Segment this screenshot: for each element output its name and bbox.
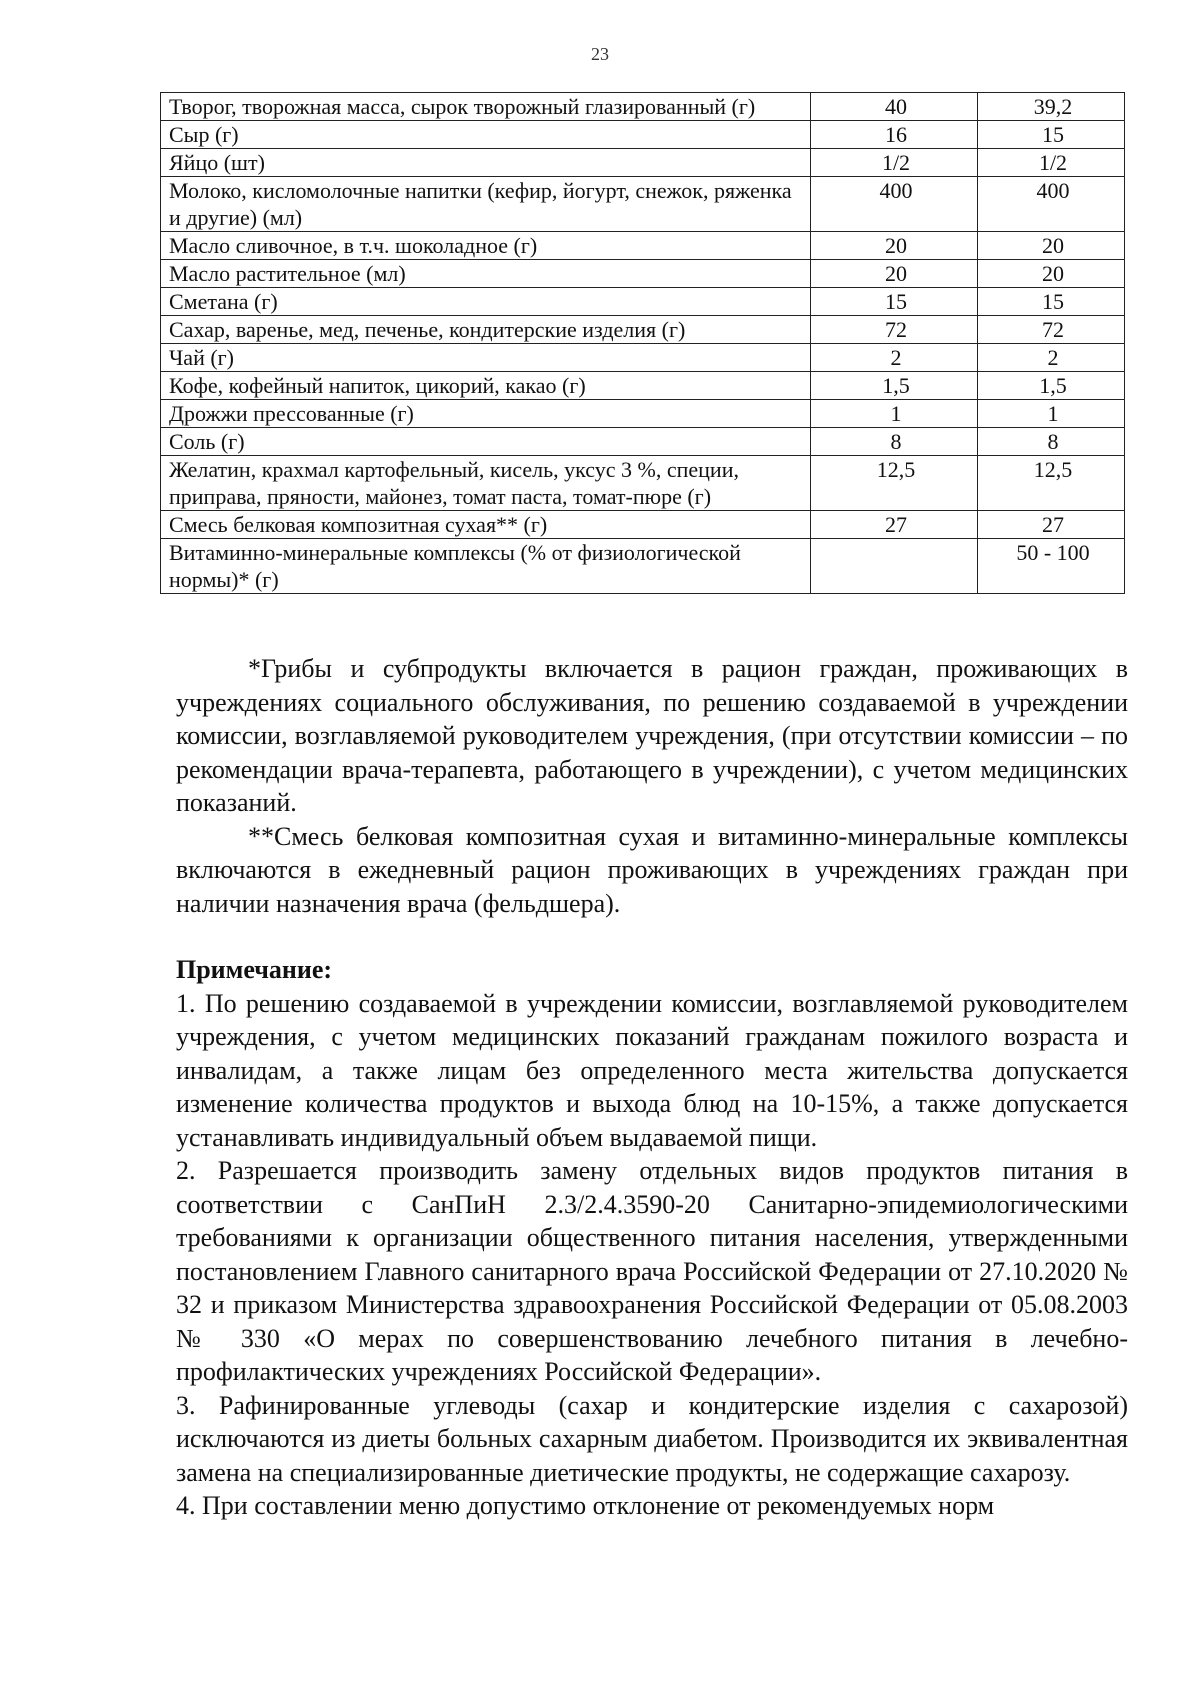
norm-value-alt-cell: 20 — [978, 260, 1125, 288]
norm-value-cell: 16 — [811, 121, 978, 149]
norm-value-cell: 72 — [811, 316, 978, 344]
page-number: 23 — [591, 44, 609, 64]
note-item-2: 2. Разрешается производить замену отдельных видов продуктов питания в соответствии с СанПиН 2.3/2.4.3590-20 Санитарно-эпидемиологическими требованиями к организации общественного питания населения, утвержденными постановлением Главного санитарного врача Российской Федерации от 27.10.2020 № 32 и приказом Министерства здравоохранения Российской Федерации от 05.08.2003 № 330 «О мерах по совершенствованию лечебного питания в лечебно-профилактических учреждениях Российской Федерации». — [176, 1156, 1128, 1386]
product-name-cell: Сметана (г) — [161, 288, 811, 316]
norm-value-alt-cell: 8 — [978, 428, 1125, 456]
table-row — [161, 511, 1125, 539]
note-item-4: 4. При составлении меню допустимо отклонение от рекомендуемых норм — [176, 1491, 995, 1520]
product-name-cell: Молоко, кисломолочные напитки (кефир, йогурт, снежок, ряженка и другие) (мл) — [161, 177, 811, 232]
body-text — [176, 652, 1128, 1523]
product-name-cell: Смесь белковая композитная сухая** (г) — [161, 511, 811, 539]
norm-value-cell: 40 — [811, 93, 978, 121]
food-norms-table — [160, 92, 1125, 594]
food-norms-table-body — [161, 93, 1125, 594]
table-row — [161, 121, 1125, 149]
norm-value-cell — [811, 539, 978, 594]
product-name-cell: Масло растительное (мл) — [161, 260, 811, 288]
product-name-cell: Чай (г) — [161, 344, 811, 372]
norm-value-cell: 1/2 — [811, 149, 978, 177]
table-row — [161, 344, 1125, 372]
norm-value-alt-cell: 12,5 — [978, 456, 1125, 511]
table-row — [161, 456, 1125, 511]
table-row — [161, 232, 1125, 260]
table-row — [161, 288, 1125, 316]
note-item-1: 1. По решению создаваемой в учреждении комиссии, возглавляемой руководителем учреждения, с учетом медицинских показаний гражданам пожилого возраста и инвалидам, а также лицам без определенного места жительства допускается изменение количества продуктов и выхода блюд на 10-15%, а также допускается устанавливать индивидуальный объем выдаваемой пищи. — [176, 988, 1128, 1152]
product-name-cell: Сыр (г) — [161, 121, 811, 149]
table-row — [161, 149, 1125, 177]
norm-value-cell: 20 — [811, 260, 978, 288]
product-name-cell: Масло сливочное, в т.ч. шоколадное (г) — [161, 232, 811, 260]
product-name-cell: Сахар, варенье, мед, печенье, кондитерские изделия (г) — [161, 316, 811, 344]
footnote-mushrooms: *Грибы и субпродукты включается в рацион граждан, проживающих в учреждениях социального обслуживания, по решению создаваемой в учреждении комиссии, возглавляемой руководителем учреждения, (при отсутствии комиссии – по рекомендации врача-терапевта, работающего в учреждении), с учетом медицинских показаний. — [176, 654, 1128, 817]
product-name-cell: Витаминно-минеральные комплексы (% от физиологической нормы)* (г) — [161, 539, 811, 594]
product-name-cell: Желатин, крахмал картофельный, кисель, уксус 3 %, специи, приправа, пряности, майонез, томат паста, томат-пюре (г) — [161, 456, 811, 511]
table-row — [161, 372, 1125, 400]
table-row — [161, 93, 1125, 121]
norm-value-alt-cell: 27 — [978, 511, 1125, 539]
norm-value-alt-cell: 400 — [978, 177, 1125, 232]
product-name-cell: Кофе, кофейный напиток, цикорий, какао (г) — [161, 372, 811, 400]
norm-value-cell: 2 — [811, 344, 978, 372]
norm-value-alt-cell: 15 — [978, 121, 1125, 149]
product-name-cell: Соль (г) — [161, 428, 811, 456]
norm-value-alt-cell: 39,2 — [978, 93, 1125, 121]
note-item-3: 3. Рафинированные углеводы (сахар и кондитерские изделия с сахарозой) исключаются из диеты больных сахарным диабетом. Производится их эквивалентная замена на специализированные диетические продукты, не содержащие сахарозу. — [176, 1390, 1128, 1487]
norm-value-cell: 8 — [811, 428, 978, 456]
norm-value-alt-cell: 72 — [978, 316, 1125, 344]
norm-value-cell: 1 — [811, 400, 978, 428]
norm-value-alt-cell: 2 — [978, 344, 1125, 372]
table-row — [161, 260, 1125, 288]
footnote-protein-mix: **Смесь белковая композитная сухая и витаминно-минеральные комплексы включаются в ежедневный рацион проживающих в учреждениях граждан при наличии назначения врача (фельдшера). — [176, 821, 1128, 918]
norm-value-alt-cell: 1,5 — [978, 372, 1125, 400]
norm-value-alt-cell: 20 — [978, 232, 1125, 260]
norm-value-cell: 1,5 — [811, 372, 978, 400]
norm-value-alt-cell: 1 — [978, 400, 1125, 428]
norm-value-cell: 27 — [811, 511, 978, 539]
product-name-cell: Творог, творожная масса, сырок творожный глазированный (г) — [161, 93, 811, 121]
table-row — [161, 316, 1125, 344]
norm-value-alt-cell: 50 - 100 — [978, 539, 1125, 594]
product-name-cell: Яйцо (шт) — [161, 149, 811, 177]
note-title: Примечание: — [176, 955, 333, 984]
norm-value-cell: 20 — [811, 232, 978, 260]
table-row — [161, 539, 1125, 594]
table-row — [161, 177, 1125, 232]
norm-value-cell: 400 — [811, 177, 978, 232]
norm-value-cell: 15 — [811, 288, 978, 316]
table-row — [161, 428, 1125, 456]
norm-value-cell: 12,5 — [811, 456, 978, 511]
product-name-cell: Дрожжи прессованные (г) — [161, 400, 811, 428]
norm-value-alt-cell: 15 — [978, 288, 1125, 316]
norm-value-alt-cell: 1/2 — [978, 149, 1125, 177]
table-row — [161, 400, 1125, 428]
